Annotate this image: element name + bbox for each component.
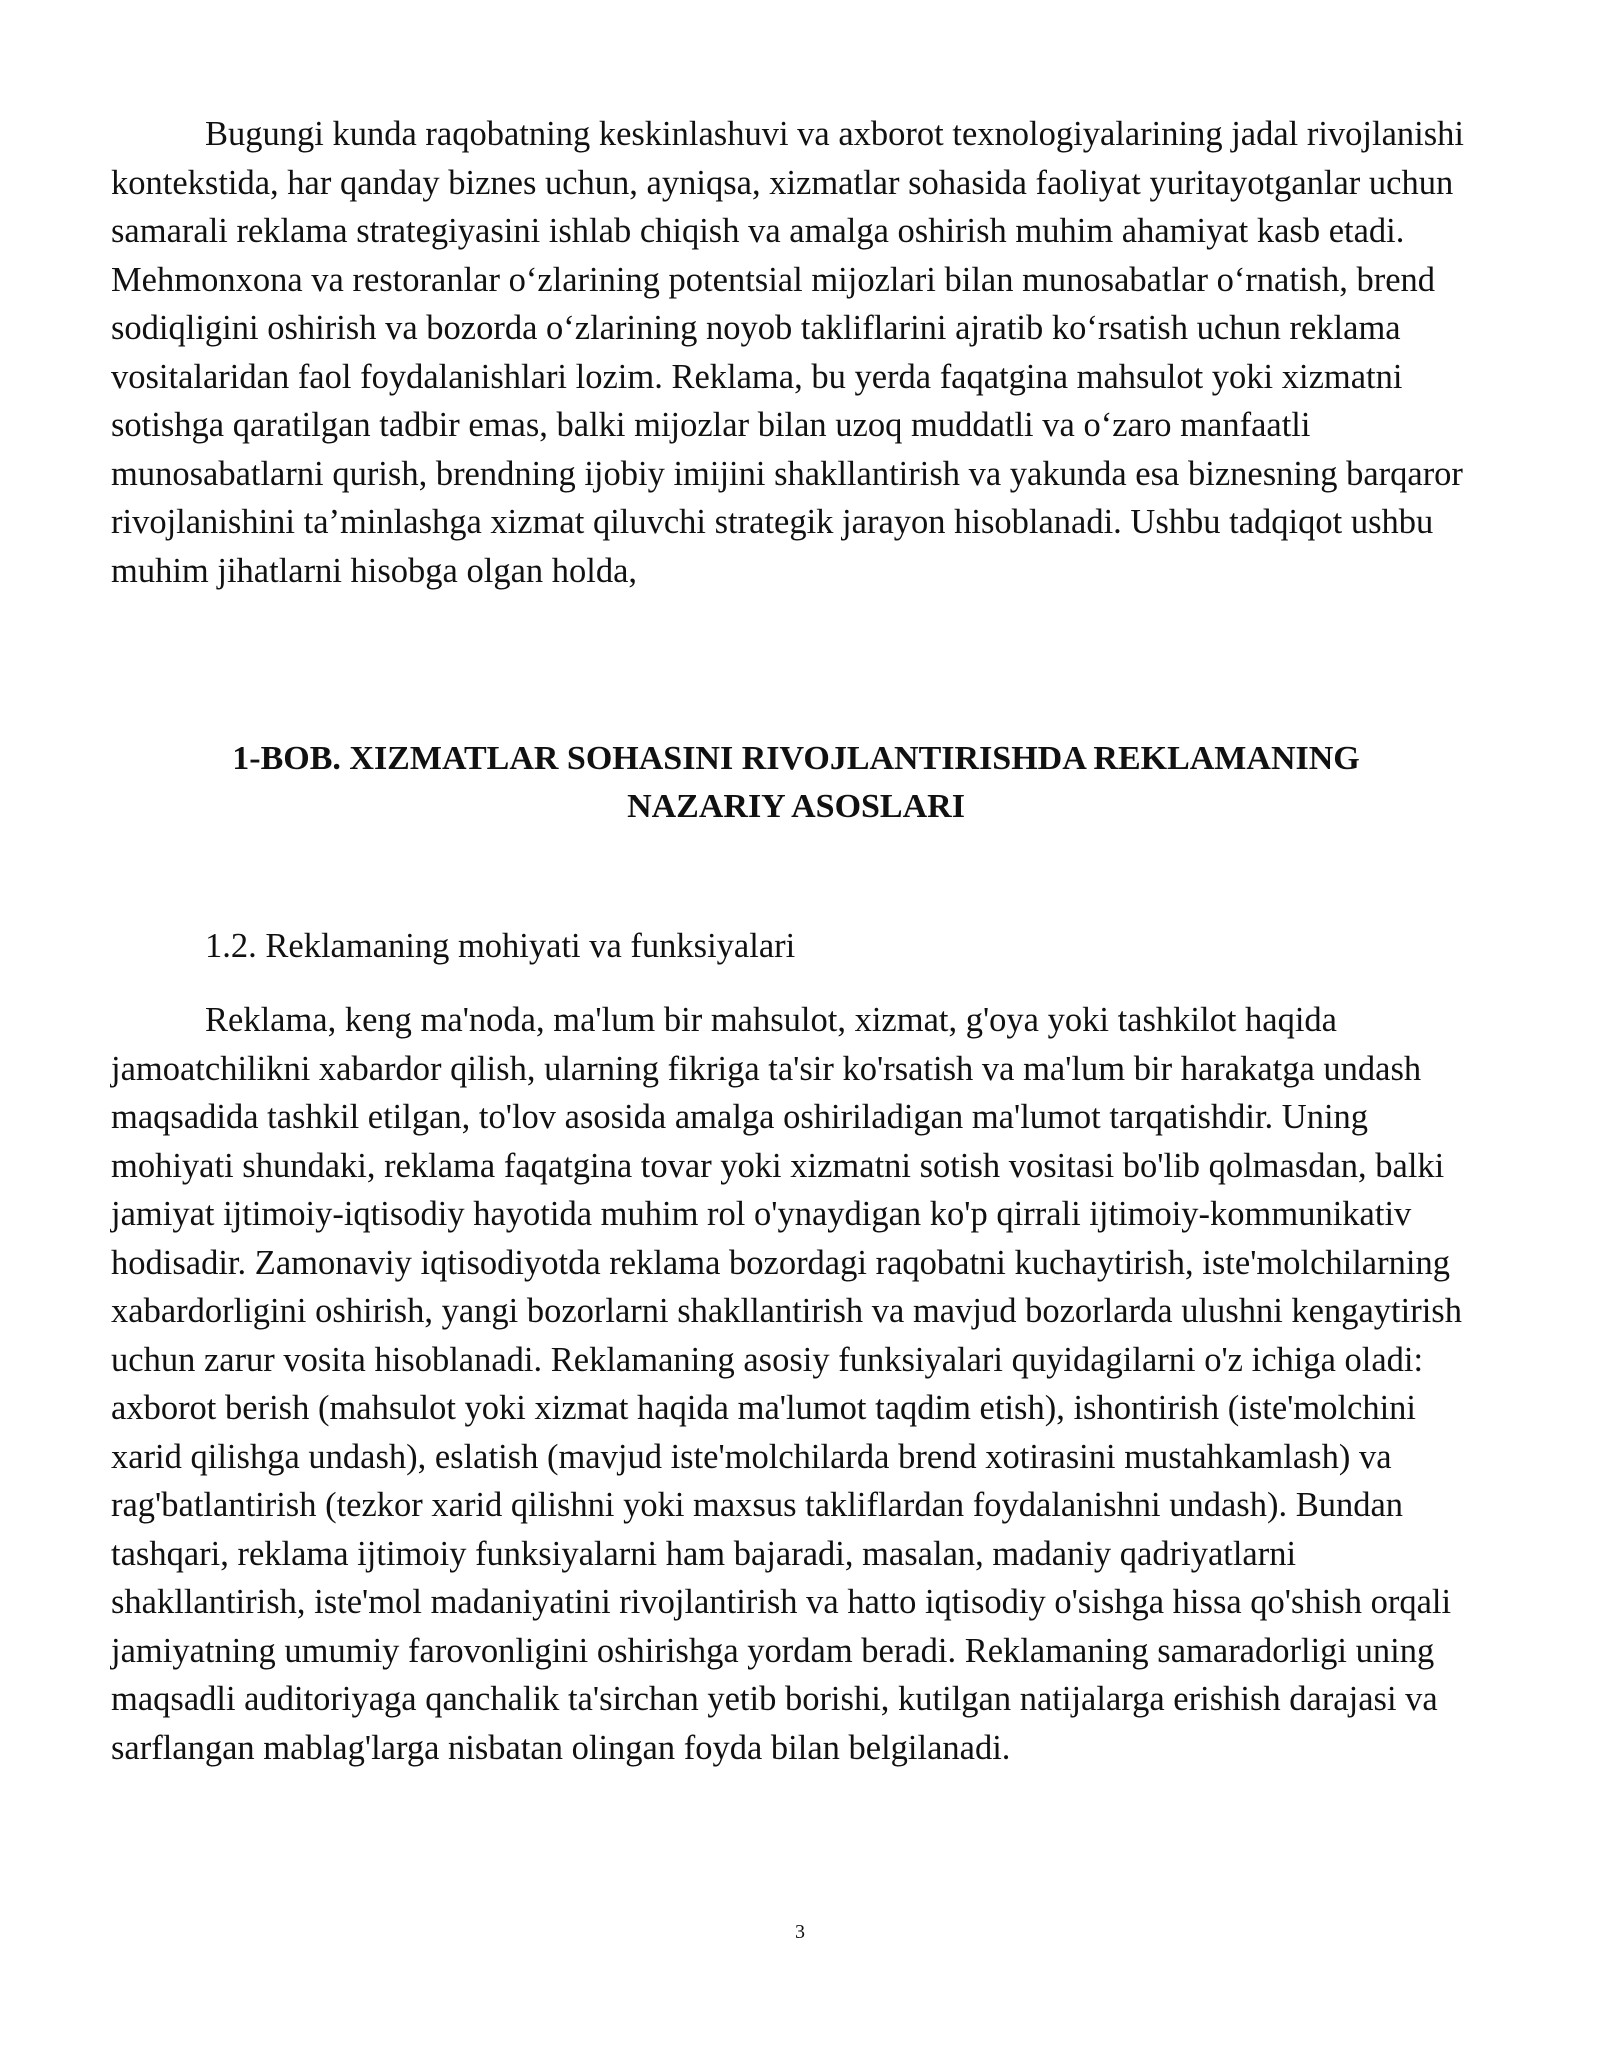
intro-paragraph: Bugungi kunda raqobatning keskinlashuvi va axborot texnologiyalarining jadal rivojlanishi kontekstida, har qanday biznes uchun, ayniqsa, xizmatlar sohasida faoliyat yuritayotganlar uchun samarali reklama strategiyasini ishlab chiqish va amalga oshirish muhim ahamiyat kasb etadi. Mehmonxona va restoranlar o‘zlarining potentsial mijozlari bilan munosabatlar o‘rnatish, brend sodiqligini oshirish va bozorda o‘zlarining noyob takliflarini ajratib ko‘rsatish uchun reklama vositalaridan faol foydalanishlari lozim. Reklama, bu yerda faqatgina mahsulot yoki xizmatni sotishga qaratilgan tadbir emas, balki mijozlar bilan uzoq muddatli va o‘zaro manfaatli munosabatlarni qurish, brendning ijobiy imijini shakllantirish va yakunda esa biznesning barqaror rivojlanishini ta’minlashga xizmat qiluvchi strategik jarayon hisoblanadi. Ushbu tadqiqot ushbu muhim jihatlarni hisobga olgan holda, [111,115,1465,590]
page-number: 3 [795,1921,805,1943]
chapter-heading-line-1: 1-BOB. XIZMATLAR SOHASINI RIVOJLANTIRISHDA REKLAMANING [232,740,1360,777]
chapter-heading [111,735,1481,831]
body-paragraph: Reklama, keng ma'noda, ma'lum bir mahsulot, xizmat, g'oya yoki tashkilot haqida jamoatchilikni xabardor qilish, ularning fikriga ta'sir ko'rsatish va ma'lum bir harakatga undash maqsadida tashkil etilgan, to'lov asosida amalga oshiriladigan ma'lumot tarqatishdir. Uning mohiyati shundaki, reklama faqatgina tovar yoki xizmatni sotish vositasi bo'lib qolmasdan, balki jamiyat ijtimoiy-iqtisodiy hayotida muhim rol o'ynaydigan ko'p qirrali ijtimoiy-kommunikativ hodisadir. Zamonaviy iqtisodiyotda reklama bozordagi raqobatni kuchaytirish, iste'molchilarning xabardorligini oshirish, yangi bozorlarni shakllantirish va mavjud bozorlarda ulushni kengaytirish uchun zarur vosita hisoblanadi. Reklamaning asosiy funksiyalari quyidagilarni o'z ichiga oladi: axborot berish (mahsulot yoki xizmat haqida ma'lumot taqdim etish), ishontirish (iste'molchini xarid qilishga undash), eslatish (mavjud iste'molchilarda brend xotirasini mustahkamlash) va rag'batlantirish (tezkor xarid qilishni yoki maxsus takliflardan foydalanishni undash). Bundan tashqari, reklama ijtimoiy funksiyalarni ham bajaradi, masalan, madaniy qadriyatlarni shakllantirish, iste'mol madaniyatini rivojlantirish va hatto iqtisodiy o'sishga hissa qo'shish orqali jamiyatning umumiy farovonligini oshirishga yordam beradi. Reklamaning samaradorligi uning maqsadli auditoriyaga qanchalik ta'sirchan yetib borishi, kutilgan natijalarga erishish darajasi va sarflangan mablag'larga nisbatan olingan foyda bilan belgilanadi. [111,1001,1462,1767]
section-heading: 1.2. Reklamaning mohiyati va funksiyalari [205,927,796,965]
chapter-heading-line-2: NAZARIY ASOSLARI [627,788,965,825]
